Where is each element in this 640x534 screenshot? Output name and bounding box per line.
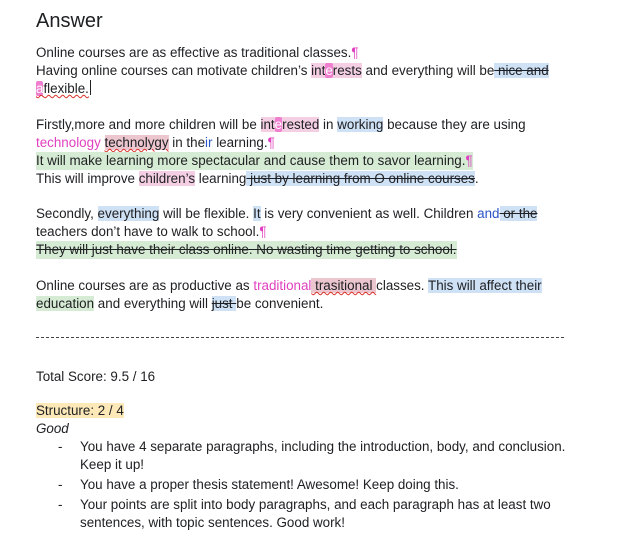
p1-line-3: aflexible. [36, 81, 89, 96]
p2-line-4: This will improve children’s learning just by learning from O online courses. [36, 171, 479, 186]
feedback-list [56, 438, 576, 534]
p2-line-2: technology technolygy in their learning.¶ [36, 135, 275, 150]
p4-line-1: Online courses are as productive as traditional trasitional classes. This will affect their [36, 278, 542, 293]
dashed-divider [36, 337, 564, 338]
p3-line-1: Secondly, everything will be flexible. It is very convenient as well. Children and or the [36, 206, 538, 221]
deleted-text: nice and [494, 63, 549, 78]
text-cursor [90, 80, 91, 95]
structure-score: Structure: 2 / 4 [36, 403, 124, 418]
pilcrow-mark: ¶ [351, 45, 359, 60]
list-item: - You have 4 separate paragraphs, including the introduction, body, and conclusion. Keep it up! [56, 438, 576, 474]
page-title: Answer [36, 10, 103, 32]
p1-line-2: Having online courses can motivate children’s interests and everything will be nice and [36, 63, 549, 78]
p1-line-1: Online courses are as effective as traditional classes.¶ [36, 45, 359, 60]
total-score: Total Score: 9.5 / 16 [36, 369, 156, 384]
p4-line-2: education and everything will just be convenient. [36, 296, 324, 311]
list-item: - Your points are split into body paragraphs, and each paragraph has at least two sentences, with topic sentences. Good work! [56, 496, 576, 532]
p3-line-2: teachers don’t have to walk to school.¶ [36, 224, 267, 239]
p2-line-1: Firstly,more and more children will be interested in working because they are using [36, 117, 526, 132]
p2-line-3: It will make learning more spectacular and cause them to savor learning.¶ [36, 153, 473, 168]
structure-rating: Good [36, 421, 69, 436]
list-item: - You have a proper thesis statement! Awesome! Keep doing this. [56, 476, 576, 494]
p3-line-3: They will just have their class online. No wasting time getting to school. [36, 242, 457, 257]
